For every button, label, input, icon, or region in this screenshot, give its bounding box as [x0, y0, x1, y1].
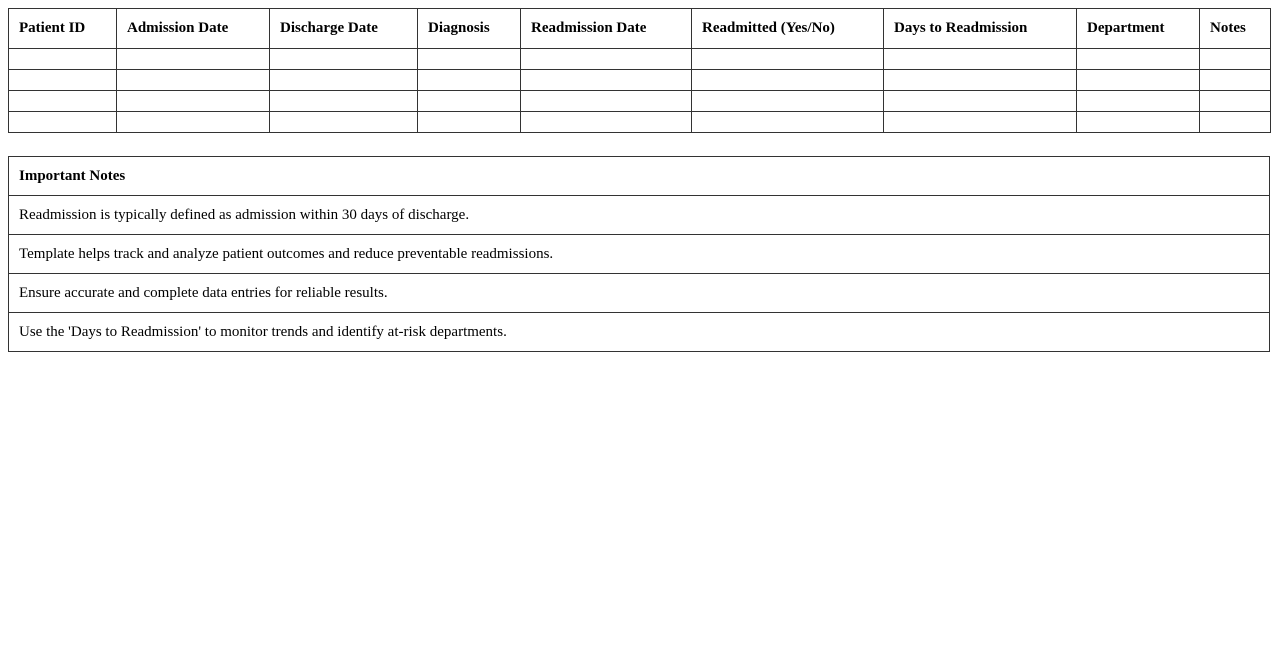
- table-cell[interactable]: [1200, 112, 1271, 133]
- note-item: Readmission is typically defined as admission within 30 days of discharge.: [9, 196, 1270, 235]
- table-cell[interactable]: [1077, 112, 1200, 133]
- column-header-days-to-readmission: Days to Readmission: [884, 9, 1077, 49]
- table-cell[interactable]: [270, 91, 418, 112]
- column-header-patient-id: Patient ID: [9, 9, 117, 49]
- notes-heading: Important Notes: [9, 157, 1270, 196]
- table-row: [9, 49, 1271, 70]
- table-cell[interactable]: [1077, 91, 1200, 112]
- table-row: [9, 70, 1271, 91]
- note-item: Use the 'Days to Readmission' to monitor trends and identify at-risk departments.: [9, 313, 1270, 352]
- table-cell[interactable]: [884, 91, 1077, 112]
- column-header-department: Department: [1077, 9, 1200, 49]
- table-cell[interactable]: [521, 112, 692, 133]
- table-cell[interactable]: [117, 91, 270, 112]
- table-cell[interactable]: [270, 112, 418, 133]
- table-header-row: [9, 9, 1271, 49]
- column-header-readmission-date: Readmission Date: [521, 9, 692, 49]
- notes-row: [9, 313, 1270, 352]
- note-item: Ensure accurate and complete data entries for reliable results.: [9, 274, 1270, 313]
- table-row: [9, 112, 1271, 133]
- table-cell[interactable]: [117, 70, 270, 91]
- notes-row: [9, 235, 1270, 274]
- table-cell[interactable]: [884, 112, 1077, 133]
- column-header-admission-date: Admission Date: [117, 9, 270, 49]
- notes-row: [9, 274, 1270, 313]
- table-cell[interactable]: [418, 112, 521, 133]
- table-cell[interactable]: [1200, 91, 1271, 112]
- table-cell[interactable]: [884, 49, 1077, 70]
- table-cell[interactable]: [692, 70, 884, 91]
- notes-header-row: [9, 157, 1270, 196]
- column-header-discharge-date: Discharge Date: [270, 9, 418, 49]
- table-cell[interactable]: [521, 70, 692, 91]
- table-row: [9, 91, 1271, 112]
- note-item: Template helps track and analyze patient outcomes and reduce preventable readmissions.: [9, 235, 1270, 274]
- table-cell[interactable]: [9, 91, 117, 112]
- table-cell[interactable]: [9, 112, 117, 133]
- table-cell[interactable]: [117, 112, 270, 133]
- column-header-readmitted: Readmitted (Yes/No): [692, 9, 884, 49]
- readmission-tracker-table: [8, 8, 1271, 133]
- table-cell[interactable]: [1077, 70, 1200, 91]
- table-cell[interactable]: [1200, 49, 1271, 70]
- table-cell[interactable]: [418, 70, 521, 91]
- table-cell[interactable]: [692, 49, 884, 70]
- table-cell[interactable]: [1077, 49, 1200, 70]
- table-cell[interactable]: [884, 70, 1077, 91]
- table-cell[interactable]: [521, 91, 692, 112]
- important-notes-table: [8, 156, 1270, 352]
- table-cell[interactable]: [1200, 70, 1271, 91]
- column-header-notes: Notes: [1200, 9, 1271, 49]
- table-cell[interactable]: [418, 49, 521, 70]
- table-cell[interactable]: [117, 49, 270, 70]
- notes-row: [9, 196, 1270, 235]
- table-cell[interactable]: [270, 70, 418, 91]
- column-header-diagnosis: Diagnosis: [418, 9, 521, 49]
- table-cell[interactable]: [270, 49, 418, 70]
- table-cell[interactable]: [521, 49, 692, 70]
- table-cell[interactable]: [9, 49, 117, 70]
- table-cell[interactable]: [692, 112, 884, 133]
- table-cell[interactable]: [418, 91, 521, 112]
- table-cell[interactable]: [692, 91, 884, 112]
- table-cell[interactable]: [9, 70, 117, 91]
